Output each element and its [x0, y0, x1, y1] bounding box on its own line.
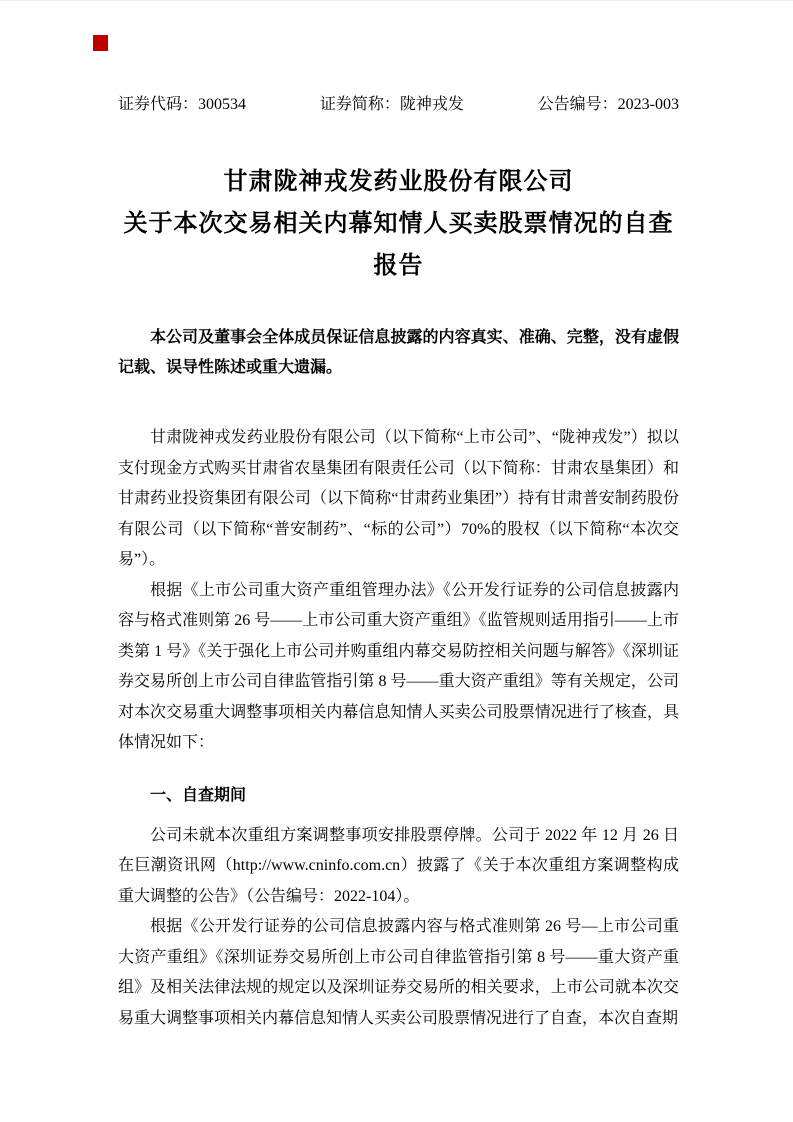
pledge-statement: 本公司及董事会全体成员保证信息披露的内容真实、准确、完整，没有虚假记载、误导性陈述或重大遗漏。 — [118, 329, 679, 376]
title-line-report: 报告 — [373, 253, 424, 279]
red-annotation-square — [93, 35, 108, 51]
intro-paragraph-transaction: 甘肃陇神戎发药业股份有限公司（以下简称“上市公司”、“陇神戎发”）拟以支付现金方式购买甘肃省农垦集团有限责任公司（以下简称：甘肃农垦集团）和甘肃药业投资集团有限公司（以下简称“甘肃药业集团”）持有甘肃普安制药股份有限公司（以下简称“普安制药”、“标的公司”）70%的股权（以下简称“本次交易”）。 — [118, 429, 679, 568]
title-line-subject: 关于本次交易相关内幕知情人买卖股票情况的自查 — [123, 211, 674, 237]
section-heading-self-inspection-period: 一、自查期间 — [150, 786, 247, 804]
section1-paragraph-selfcheck: 根据《公开发行证券的公司信息披露内容与格式准则第 26 号—上市公司重大资产重组》《深圳证券交易所创上市公司自律监管指引第 8 号——重大资产重组》及相关法律法规的规定以及深圳证券交易所的相关要求，上市公司就本次交易重大调整事项相关内幕信息知情人买卖公司股票情况进行了自查，本次自查期 — [118, 918, 679, 1027]
intro-paragraph-regulations: 根据《上市公司重大资产重组管理办法》《公开发行证券的公司信息披露内容与格式准则第 26 号——上市公司重大资产重组》《监管规则适用指引——上市类第 1 号》《关于强化上市公司并购重组内幕交易防控相关问题与解答》《深圳证券交易所创上市公司自律监管指引第 8 号——重大资产重组》等有关规定，公司对本次交易重大调整事项相关内幕信息知情人买卖公司股票情况进行了核查，具体情况如下： — [118, 581, 679, 751]
title-line-company: 甘肃陇神戎发药业股份有限公司 — [223, 169, 574, 195]
document-title — [118, 161, 679, 287]
announcement-number-label: 公告编号：2023-003 — [537, 96, 679, 113]
document-content — [0, 1, 793, 1034]
document-header — [118, 95, 679, 115]
stock-name-label: 证券简称：陇神戎发 — [319, 96, 464, 113]
section1-paragraph-disclosure: 公司未就本次重组方案调整事项安排股票停牌。公司于 2022 年 12 月 26 日在巨潮资讯网（http://www.cninfo.com.cn）披露了《关于本次重组方案调整构成重大调整的公告》（公告编号：2022-104）。 — [118, 826, 679, 905]
stock-code-label: 证券代码：300534 — [118, 96, 247, 113]
